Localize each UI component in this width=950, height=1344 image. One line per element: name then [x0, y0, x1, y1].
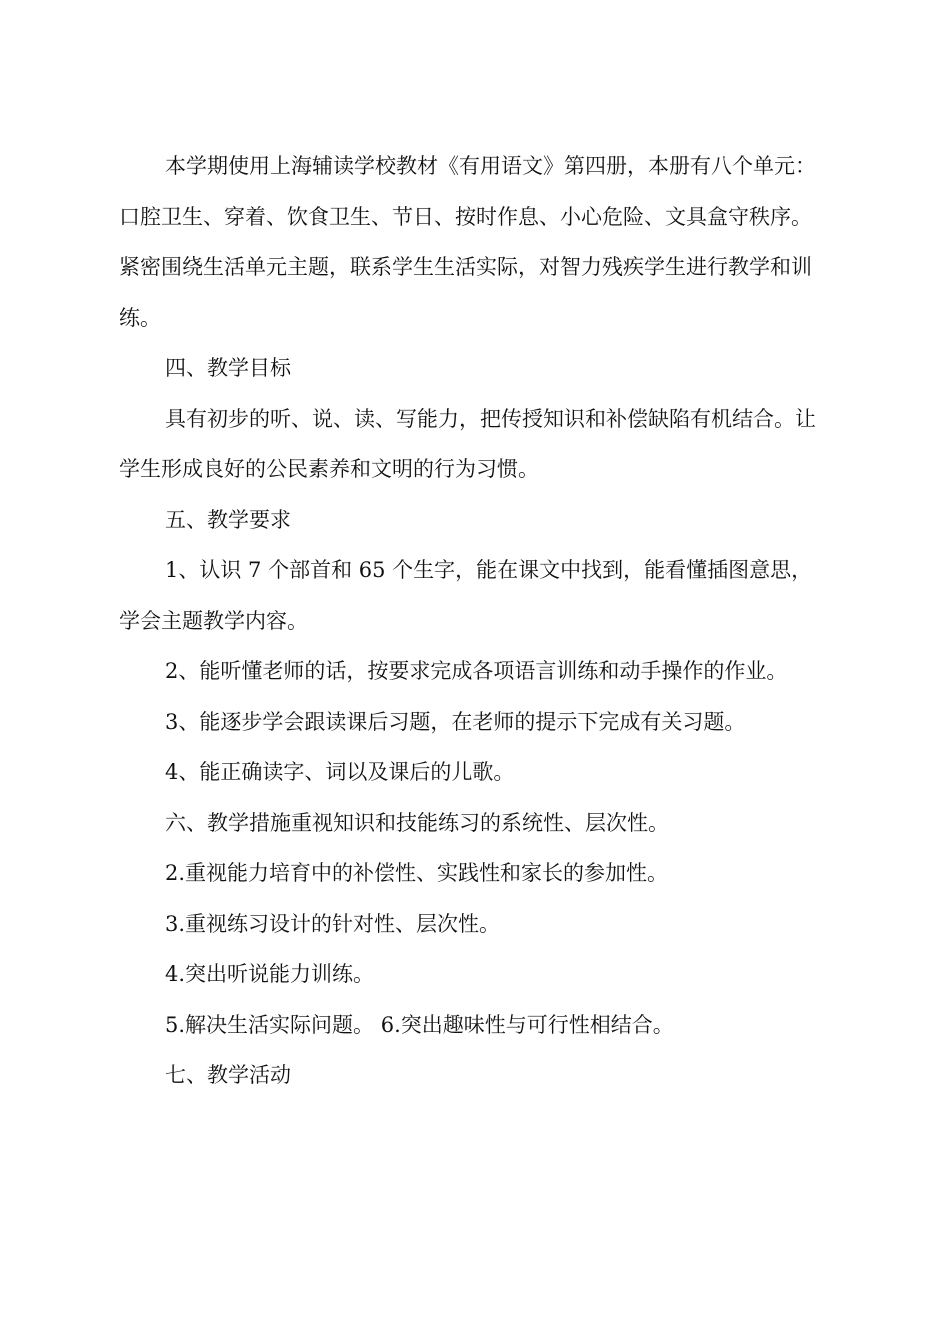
requirement-item-2: 2、能听懂老师的话，按要求完成各项语言训练和动手操作的作业。: [165, 659, 788, 683]
paragraph-goals: 具有初步的听、说、读、写能力，把传授知识和补偿缺陷有机结合。让学生形成良好的公民素养和文明的行为习惯。: [119, 406, 816, 481]
heading-teaching-goals: 四、教学目标: [165, 356, 291, 380]
measure-item-3: 3.重视练习设计的针对性、层次性。: [165, 911, 501, 936]
requirement-item-4: 4、能正确读字、词以及课后的儿歌。: [165, 760, 515, 784]
requirement-item-1: 1、认识 7 个部首和 65 个生字，能在课文中找到，能看懂插图意思，学会主题教学内容。: [119, 558, 813, 633]
measure-item-2: 2.重视能力培育中的补偿性、实践性和家长的参加性。: [165, 861, 669, 885]
measure-item-5-6: 5.解决生活实际问题。 6.突出趣味性与可行性相结合。: [165, 1012, 674, 1037]
document-body: [119, 141, 819, 1101]
measure-item-4: 4.突出听说能力训练。: [165, 962, 375, 986]
heading-teaching-activities: 七、教学活动: [165, 1063, 291, 1087]
requirement-item-3: 3、能逐步学会跟读课后习题，在老师的提示下完成有关习题。: [165, 709, 746, 734]
paragraph-intro: 本学期使用上海辅读学校教材《有用语文》第四册，本册有八个单元：口腔卫生、穿着、饮食卫生、节日、按时作息、小心危险、文具盒守秩序。紧密围绕生活单元主题，联系学生生活实际，对智力残疾学生进行教学和训练。: [119, 154, 816, 330]
heading-teaching-requirements: 五、教学要求: [165, 507, 291, 532]
heading-teaching-measures: 六、教学措施重视知识和技能练习的系统性、层次性。: [165, 810, 669, 835]
